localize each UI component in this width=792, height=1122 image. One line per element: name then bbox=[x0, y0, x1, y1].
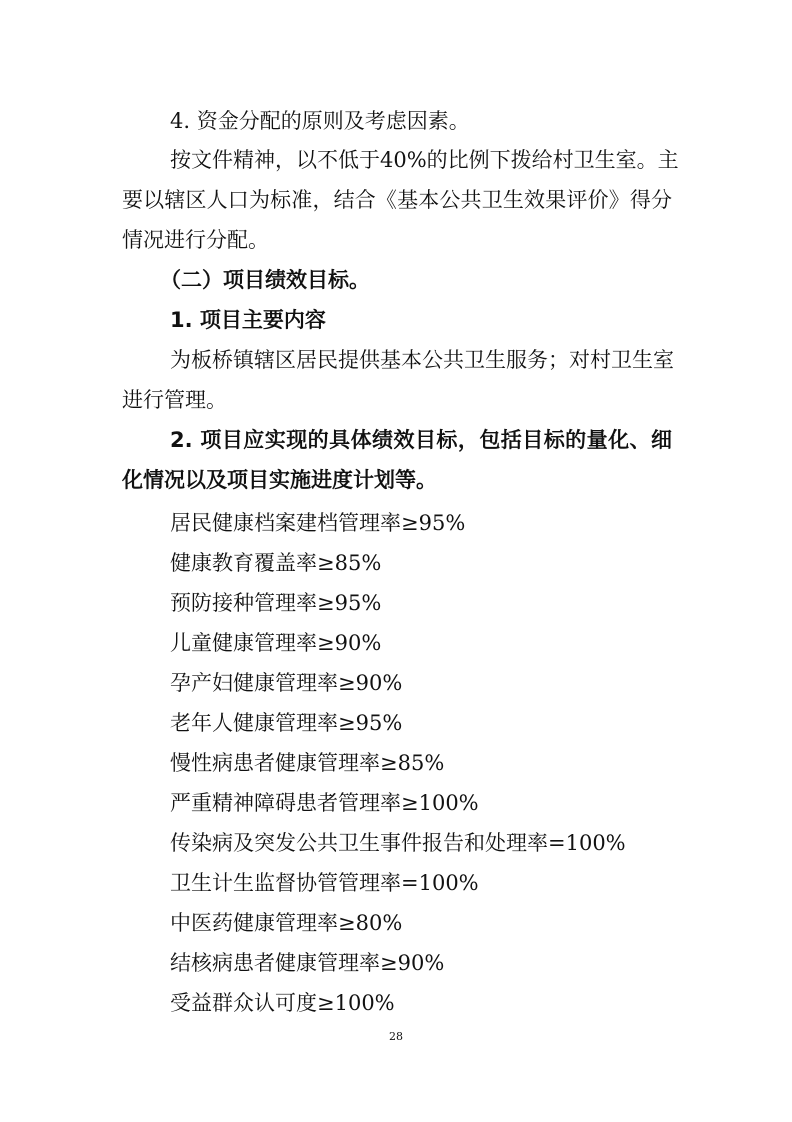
paragraph-allocation-principles: 4. 资金分配的原则及考虑因素。 bbox=[170, 109, 470, 133]
target-item: 孕产妇健康管理率≥90% bbox=[170, 671, 403, 695]
subheading-specific-goals-line-1: 2. 项目应实现的具体绩效目标，包括目标的量化、细 bbox=[170, 428, 672, 452]
target-item: 中医药健康管理率≥80% bbox=[170, 911, 403, 935]
target-item: 卫生计生监督协管管理率=100% bbox=[170, 871, 479, 895]
target-item: 慢性病患者健康管理率≥85% bbox=[170, 751, 445, 775]
subheading-main-content: 1. 项目主要内容 bbox=[170, 308, 326, 332]
paragraph-allocation-line-3: 情况进行分配。 bbox=[122, 228, 269, 252]
target-item: 儿童健康管理率≥90% bbox=[170, 631, 382, 655]
paragraph-main-content-line-2: 进行管理。 bbox=[122, 388, 227, 412]
target-item: 传染病及突发公共卫生事件报告和处理率=100% bbox=[170, 831, 626, 855]
paragraph-allocation-line-1: 按文件精神，以不低于40%的比例下拨给村卫生室。主 bbox=[170, 148, 679, 172]
section-heading-performance-goals: （二）项目绩效目标。 bbox=[160, 268, 370, 292]
target-item: 结核病患者健康管理率≥90% bbox=[170, 951, 445, 975]
paragraph-allocation-line-2: 要以辖区人口为标准，结合《基本公共卫生效果评价》得分 bbox=[122, 188, 672, 212]
page-number: 28 bbox=[389, 1030, 403, 1043]
target-item: 健康教育覆盖率≥85% bbox=[170, 551, 382, 575]
target-item: 严重精神障碍患者管理率≥100% bbox=[170, 791, 479, 815]
target-item: 预防接种管理率≥95% bbox=[170, 591, 382, 615]
paragraph-main-content-line-1: 为板桥镇辖区居民提供基本公共卫生服务；对村卫生室 bbox=[170, 348, 674, 372]
target-item: 居民健康档案建档管理率≥95% bbox=[170, 511, 466, 535]
subheading-specific-goals-line-2: 化情况以及项目实施进度计划等。 bbox=[122, 468, 437, 492]
target-item: 老年人健康管理率≥95% bbox=[170, 711, 403, 735]
target-item: 受益群众认可度≥100% bbox=[170, 991, 395, 1015]
